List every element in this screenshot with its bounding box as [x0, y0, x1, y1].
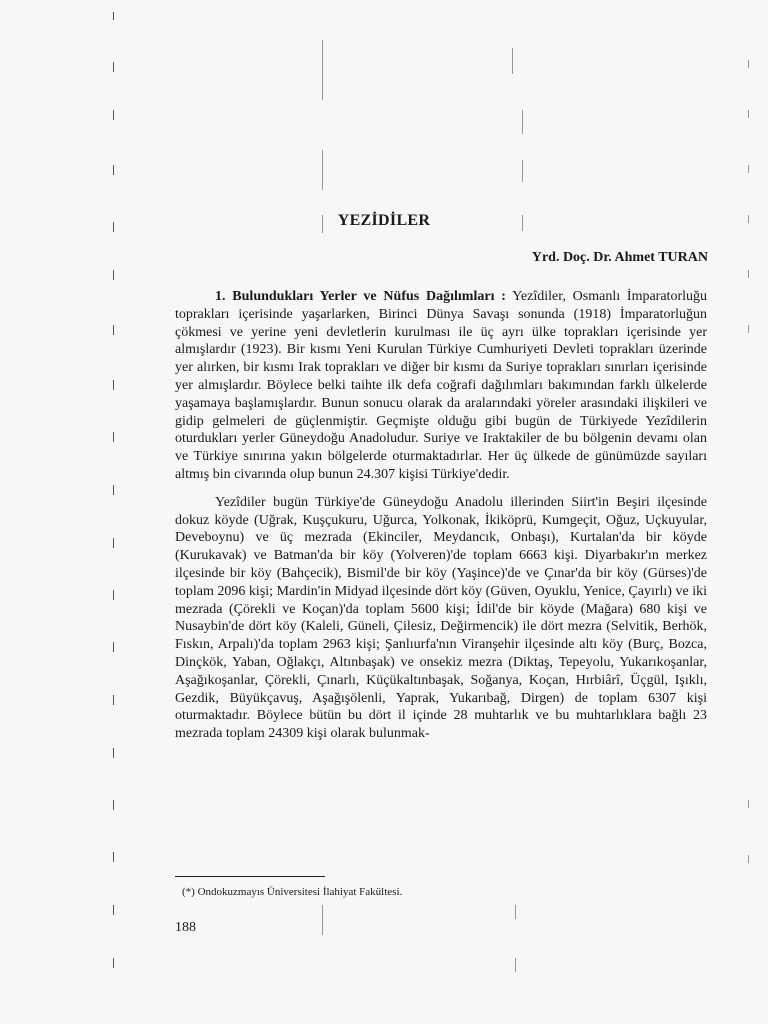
scan-artifact [748, 800, 749, 808]
scan-artifact [748, 110, 749, 118]
scan-artifact [748, 60, 749, 68]
scan-artifact [113, 642, 114, 652]
scan-artifact [113, 958, 114, 968]
section-heading: 1. Bulundukları Yerler ve Nüfus Dağılımları : [215, 289, 506, 304]
scan-artifact [113, 485, 114, 495]
scan-artifact [748, 855, 749, 863]
article-title: YEZİDİLER [337, 212, 431, 229]
scan-artifact [113, 590, 114, 600]
paragraph [175, 494, 707, 743]
scan-artifact [748, 165, 749, 173]
scan-artifact [113, 380, 114, 390]
scan-artifact [322, 905, 323, 935]
scan-artifact [113, 270, 114, 280]
scan-artifact [322, 150, 323, 190]
paragraph-text: Yezîdiler, Osmanlı İmparatorluğu toprakları içerisinde yaşarlarken, Birinci Dünya Savaşı sonunda (1918) İmparatorluğun çökmesi ve yerine yeni devletlerin kurulması ile üç ayrı ülke toprakları içerisinde yer almışlardır (1923). Bir kısmı Yeni Kurulan Türkiye Cumhuriyeti Devleti toprakları üzerinde yer alırken, bir kısmı Irak toprakları ve diğer bir kısmı da Suriye toprakları sınırları içerisinde yer almışlardır. Böylece belki taihte ilk defa coğrafi dağılımları bakımından farklı ülkelerde yaşamaya başlamışlardır. Bunun sonucu olarak da aralarındaki yöreler arasındaki ilişkileri ve gidip gelmeleri de güçlenmiştir. Geçmişte olduğu gibi bugün de Türkiyede Yezîdilerin oturdukları yerler Güneydoğu Anadoludur. Suriye ve Iraktakiler de bu bölgenin devamı olan ve Türkiye sınırına yakın bölgelerde oturmaktadırlar. Her üç ülkede de günümüzde sayıları altmış bin civarında olup bunun 24.307 kişisi Türkiye'dedir. [175, 289, 707, 482]
scan-artifact [113, 905, 114, 915]
article-author: Yrd. Doç. Dr. Ahmet TURAN [531, 250, 708, 265]
article-body [175, 288, 707, 743]
scan-artifact [748, 325, 749, 333]
scan-artifact [113, 432, 114, 442]
page-number: 188 [175, 920, 196, 935]
footnote-divider [175, 876, 325, 877]
scan-artifact [522, 110, 523, 134]
scan-artifact [113, 538, 114, 548]
footnote: (*) Ondokuzmayıs Üniversitesi İlahiyat Fakültesi. [182, 886, 403, 898]
scan-artifact [113, 165, 114, 175]
scan-artifact [322, 40, 323, 100]
paragraph [175, 288, 707, 484]
scan-artifact [113, 110, 114, 120]
scan-artifact [512, 48, 513, 74]
paragraph-text: Yezîdiler bugün Türkiye'de Güneydoğu Anadolu illerinden Siirt'in Beşiri ilçesinde dokuz köyde (Uğrak, Kuşçukuru, Uğurca, Yolkonak, İkiköprü, Kumgeçit, Oğuz, Uçkuyular, Deveboynu) ve üç mezrada (Ekinciler, Meydancık, Onbaşı), Kurtalan'da bir köyde (Kurukavak) ve Batman'da bir köy (Yolveren)'de toplam 6663 kişi. Diyarbakır'ın merkez ilçesinde bir köy (Bahçecik), Bismil'de bir köy (Yaşince)'de ve Çınar'da bir köy (Gürses)'de toplam 2096 kişi; Mardin'in Midyad ilçesinde dört köy (Güven, Oyuklu, Yenice, Çayırlı) ve iki mezrada (Çörekli ve Koçan)'da toplam 5600 kişi; İdil'de bir köyde (Mağara) 680 kişi ve Nusaybin'de dört köy (Kaleli, Güneli, Çilesiz, Değirmencik) ile dört mezra (Selvitik, Berhök, Fıskın, Arpalı)'da toplam 2963 kişi; Şanlıurfa'nın Viranşehir ilçesinde altı köy (Burç, Bozca, Dinçkök, Yaban, Oğlakçı, Altınbaşak) ve onsekiz mezra (Diktaş, Tepeyolu, Yukarıkoşanlar, Aşağıkoşanlar, Çörekli, Çınarlı, Küçükaltınbaşak, Soğanya, Koçan, Hırbiârî, Üçgül, Işıklı, Gezdik, Büyükçavuş, Aşağışölenli, Yaprak, Yukarıbağ, Dirgen) de toplam 6307 kişi oturmaktadır. Böylece bütün bu dört il içinde 28 muhtarlık ve bu muhtarlıklara bağlı 23 mezrada toplam 24309 kişi olarak bulunmak- [175, 494, 707, 742]
scan-artifact [113, 695, 114, 705]
scan-artifact [113, 12, 114, 20]
scan-artifact [748, 270, 749, 278]
scan-artifact [113, 800, 114, 810]
scan-artifact [515, 958, 516, 972]
scan-artifact [522, 160, 523, 182]
scan-artifact [113, 325, 114, 335]
scan-artifact [113, 748, 114, 758]
scan-artifact [515, 905, 516, 919]
scan-artifact [113, 62, 114, 72]
scan-artifact [113, 852, 114, 862]
